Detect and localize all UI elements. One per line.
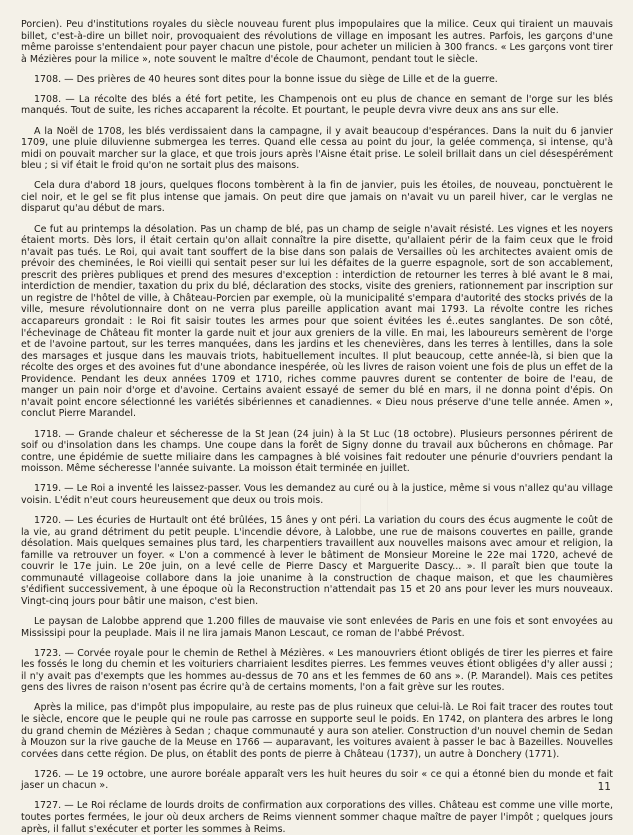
faded-stamp-mark — [360, 468, 388, 522]
paragraph-milice: Porcien). Peu d'institutions royales du siècle nouveau furent plus impopulaires que la milice. Ceux qui tiraient un mauvais billet, c'est-à-dire un billet noir, provoquaient des révolutions de village en imposant les autres. Parfois, les garçons d'une même paroisse s'entendaient pour payer chacun une pistole, pour acheter un milicien à 300 francs. « Les garçons vont tirer à Mézières pour la milice », note souvent le maître d'école de Chaumont, pendant tout le siècle. — [21, 19, 613, 65]
paragraph-18-jours: Cela dura d'abord 18 jours, quelques flocons tombèrent à la fin de janvier, puis les étoiles, de nouveau, ponctuèrent le ciel noir, et le gel se fit plus intense que jamais. On peut dire que jamais on n'avait vu un pareil hiver, car le verglas ne disparut qu'au début de mars. — [21, 180, 613, 215]
paragraph-1708-prieres: 1708. — Des prières de 40 heures sont dites pour la bonne issue du siège de Lille et de la guerre. — [34, 73, 498, 85]
paragraph-1720: 1720. — Les écuries de Hurtault ont été brûlées, 15 ânes y ont péri. La variation du cours des écus augmente le coût de la vie, au grand détriment du petit peuple. L'incendie dévore, à Lalobbe, une rue de maisons couvertes en paille, grande désolation. Mais quelques semaines plus tard, les charpentiers travaillent aux nouvelles maisons avec amour et religion, la famille va retrouver un foyer. « L'on a commencé à lever le bâtiment de Monsieur Moreine le 22e mai 1720, achevé de couvrir le 17e juin. Le 20e juin, on a levé celle de Pierre Dascy et Marguerite Dascy... ». Il paraît bien que toute la communauté villageoise collabore dans la joie unanime à la construction de chaque maison, et que les chaumières s'édifient successivement, à une époque où la Reconstruction n'attendait pas 15 et 20 ans pour lever les murs nouveaux. Vingt-cinq jours pour bâtir une maison, c'est bien. — [21, 514, 613, 607]
paragraph-1727: 1727. — Le Roi réclame de lourds droits de confirmation aux corporations des villes. Château est comme une ville morte, toutes portes fermées, le jour où deux archers de Reims viennent sommer chaque maître de payer l'impôt ; quelques jours après, il fallut s'exécuter et porter les sommes à Reims. — [21, 800, 613, 835]
paragraph-1718: 1718. — Grande chaleur et sécheresse de la St Jean (24 juin) à la St Luc (18 octobre). Plusieurs personnes périrent de soif ou d'insolation dans les champs. Une coupe dans la forêt de Signy donne du travail aux bûcherons en chômage. Par contre, une épidémie de suette miliaire dans les campagnes à blé voisines fait redouter une pénurie d'ouvriers pendant la moisson. Même sécheresse l'année suivante. La moisson était terminée en juillet. — [21, 428, 613, 475]
paragraph-apres-milice: Après la milice, pas d'impôt plus impopulaire, au reste pas de plus ruineux que celui-là. Le Roi fait tracer des routes tout le siècle, encore que le peuple qui ne roule pas carrosse en supporte seul le poids. En 1742, on plantera des arbres le long du grand chemin de Mézières à Sedan ; chaque communauté y aura son atelier. Construction d'un nouvel chemin de Sedan à Mouzon sur la rive gauche de la Meuse en 1766 — auparavant, les voitures avaient à passer le bac à Bazeilles. Nouvelles corvées dans cette région. De plus, on établit des ponts de pierre à Château (1737), un autre à Donchery (1771). — [21, 702, 613, 760]
paragraph-1708-recolte: 1708. — La récolte des blés a été fort petite, les Champenois ont eu plus de chance en semant de l'orge sur les blés manqués. Tout de suite, les riches accaparent la récolte. Et pourtant, le peuple devra vivre deux ans ans sur elle. — [21, 93, 613, 117]
paragraph-1726: 1726. — Le 19 octobre, une aurore boréale apparaît vers les huit heures du soir « ce qui a étonné bien du monde et fait jaser un chacun ». — [21, 768, 613, 792]
paragraph-lalobbe-paysan: Le paysan de Lalobbe apprend que 1.200 filles de mauvaise vie sont enlevées de Paris en une fois et sont envoyées au Mississipi pour la peuplade. Mais il ne lira jamais Manon Lescaut, ce roman de l'abbé Prévost. — [21, 615, 613, 639]
paragraph-1723: 1723. — Corvée royale pour le chemin de Rethel à Mézières. « Les manouvriers étiont obligés de tirer les pierres et faire les fossés le long du chemin et les voituriers charriaient lesdites pierres. Les femmes veuves étiont obligées d'y aller aussi ; il n'y avait pas d'exempts que les hommes au-dessus de 70 ans et les femmes de 60 ans ». (P. Marandel). Mais ces petites gens des livres de raison n'osent pas écrire qu'à de certains moments, l'on a fait grève sur les routes. — [21, 647, 613, 694]
paragraph-noel-1708: A la Noël de 1708, les blés verdissaient dans la campagne, il y avait beaucoup d'espérances. Dans la nuit du 6 janvier 1709, une pluie diluvienne submergea les terres. Quand elle cessa au point du jour, la gelée commença, si intense, qu'à midi on pouvait marcher sur la glace, et que trois jours après l'Aisne était prise. Le soleil brillait dans un ciel désespérément bleu ; si vif était le froid qu'on ne sortait plus des maisons. — [21, 125, 613, 172]
paragraph-1719: 1719. — Le Roi a inventé les laissez-passer. Vous les demandez au curé ou à la justice, même si vous n'allez qu'au village voisin. L'édit n'eut cours heureusement que deux ou trois mois. — [21, 483, 613, 506]
paragraph-printemps-desolation: Ce fut au printemps la désolation. Pas un champ de blé, pas un champ de seigle n'avait résisté. Les vignes et les noyers étaient morts. Dès lors, il était certain qu'on allait connaître la pire disette, qu'allaient périr de la faim ceux que le froid n'avait pas tués. Le Roi, qui avait tant souffert de la bise dans son palais de Versailles où les architectes avaient omis de prévoir des cheminées, le Roi vieilli qui sentait peser sur lui les défaites de la guerre espagnole, sort de son accablement, prescrit des prières publiques et prend des mesures d'exception : interdiction de retourner les terres à blé avant le 8 mai, interdiction de mendier, taxation du prix du blé, déclaration des stocks, visite des greniers, rationnement par inscription sur un registre de l'hôtel de ville, à Château-Porcien par exemple, où la municipalité s'empara d'autorité des stocks privés de la ville, mesure révolutionnaire dont on ne verra plus pareille application avant mai 1793. La révolte contre les riches accapareurs grondait : le Roi fit saisir toutes les armes pour que soient évitées les é..eutes sanglantes. De son côté, l'échevinage de Château fit monter la garde nuit et jour aux greniers de la ville. En mai, les laboureurs semèrent de l'orge et de l'avoine partout, sur les terres manquées, dans les jardins et les chenevières, dans les terres à lentilles, dans la sole des marsages et jusque dans les mauvais triots, habituellement incultes. Il plut beaucoup, cette année-là, si bien que la récolte des orges et des avoines fut d'une abondance inespérée, où les livres de raison voient une fois de plus un effet de la Providence. Pendant les deux années 1709 et 1710, riches comme pauvres durent se contenter de boire de l'eau, de manger un pain noir d'orge et d'avoine. Certains avaient essayé de semer du blé en mars, il ne donna point d'épis. On n'avait point encore sélectionné les variétés sibériennes et canadiennes. « Dieu nous préserve d'une telle année. Amen », conclut Pierre Marandel. — [21, 223, 613, 420]
page-number: 11 — [597, 781, 611, 793]
